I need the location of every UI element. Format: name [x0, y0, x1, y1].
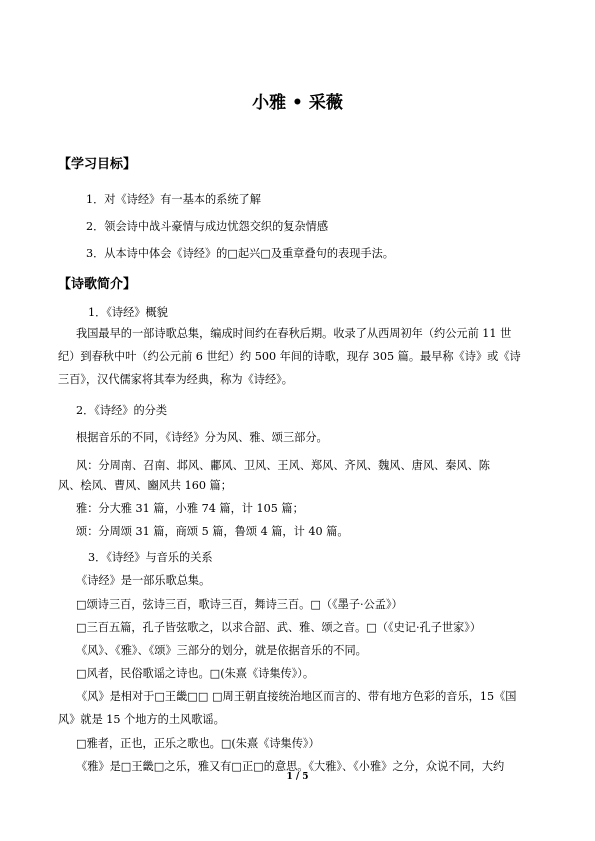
paragraph-line: 《风》是相对于□王畿□□ □周王朝直接统治地区而言的、带有地方色彩的音乐，15《国 — [76, 690, 517, 703]
page-title: 小雅 • 采薇 — [252, 93, 343, 113]
goal-item: 2．领会诗中战斗豪情与成边忧怨交织的复杂情感 — [86, 220, 329, 233]
paragraph-line: 三百》，汉代儒家将其奉为经典，称为《诗经》。 — [58, 373, 293, 386]
paragraph-line: 我国最早的一部诗歌总集，编成时间约在春秋后期。收录了从西周初年（约公元前 11 世 — [76, 327, 512, 340]
goal-item: 1．对《诗经》有一基本的系统了解 — [86, 193, 261, 206]
quote-line: □风者，民俗歌谣之诗也。□(朱熹《诗集传》）。 — [76, 667, 315, 680]
paragraph-line: 风、桧风、曹风、豳风共 160 篇； — [58, 479, 232, 492]
quote-line: □颂诗三百，弦诗三百，歌诗三百，舞诗三百。□（《墨子·公孟》） — [76, 598, 403, 611]
quote-line: □雅者，正也，正乐之歌也。□(朱熹《诗集传》） — [76, 737, 320, 750]
quote-line: □三百五篇，孔子皆弦歌之，以求合韶、武、雅、颂之音。□（《史记·孔子世家》） — [76, 621, 482, 634]
paragraph-line: 颂：分周颂 31 篇，商颂 5 篇，鲁颂 4 篇，计 40 篇。 — [76, 525, 349, 538]
subsection-heading: 2．《诗经》的分类 — [76, 404, 168, 417]
paragraph-line: 《雅》是□王畿□之乐，雅又有□正□的意思。《大雅》、《小雅》之分，众说不同，大约 — [76, 760, 505, 773]
paragraph-line: 根据音乐的不同，《诗经》分为风、雅、颂三部分。 — [76, 431, 328, 444]
page-number: 1 / 5 — [286, 772, 309, 782]
paragraph-line: 纪）到春秋中叶（约公元前 6 世纪）约 500 年间的诗歌，现存 305 篇。最早称《诗》或《诗 — [58, 350, 521, 363]
paragraph-line: 《风》、《雅》、《颂》三部分的划分，就是依据音乐的不同。 — [76, 644, 367, 657]
subsection-heading: 1．《诗经》概貌 — [88, 306, 168, 319]
paragraph-line: 风：分周南、召南、邶风、鄘风、卫风、王风、郑风、齐风、魏风、唐风、秦风、陈 — [76, 459, 490, 472]
paragraph-line: 《诗经》是一部乐歌总集。 — [76, 574, 211, 587]
goal-item: 3．从本诗中体会《诗经》的□起兴□及重章叠句的表现手法。 — [86, 247, 394, 260]
paragraph-line: 雅：分大雅 31 篇，小雅 74 篇，计 105 篇； — [76, 502, 304, 515]
section-heading-intro: 【诗歌简介】 — [58, 277, 137, 292]
section-heading-goals: 【学习目标】 — [58, 157, 137, 172]
paragraph-line: 风》就是 15 个地方的土风歌谣。 — [58, 713, 225, 726]
subsection-heading: 3．《诗经》与音乐的关系 — [88, 551, 213, 564]
